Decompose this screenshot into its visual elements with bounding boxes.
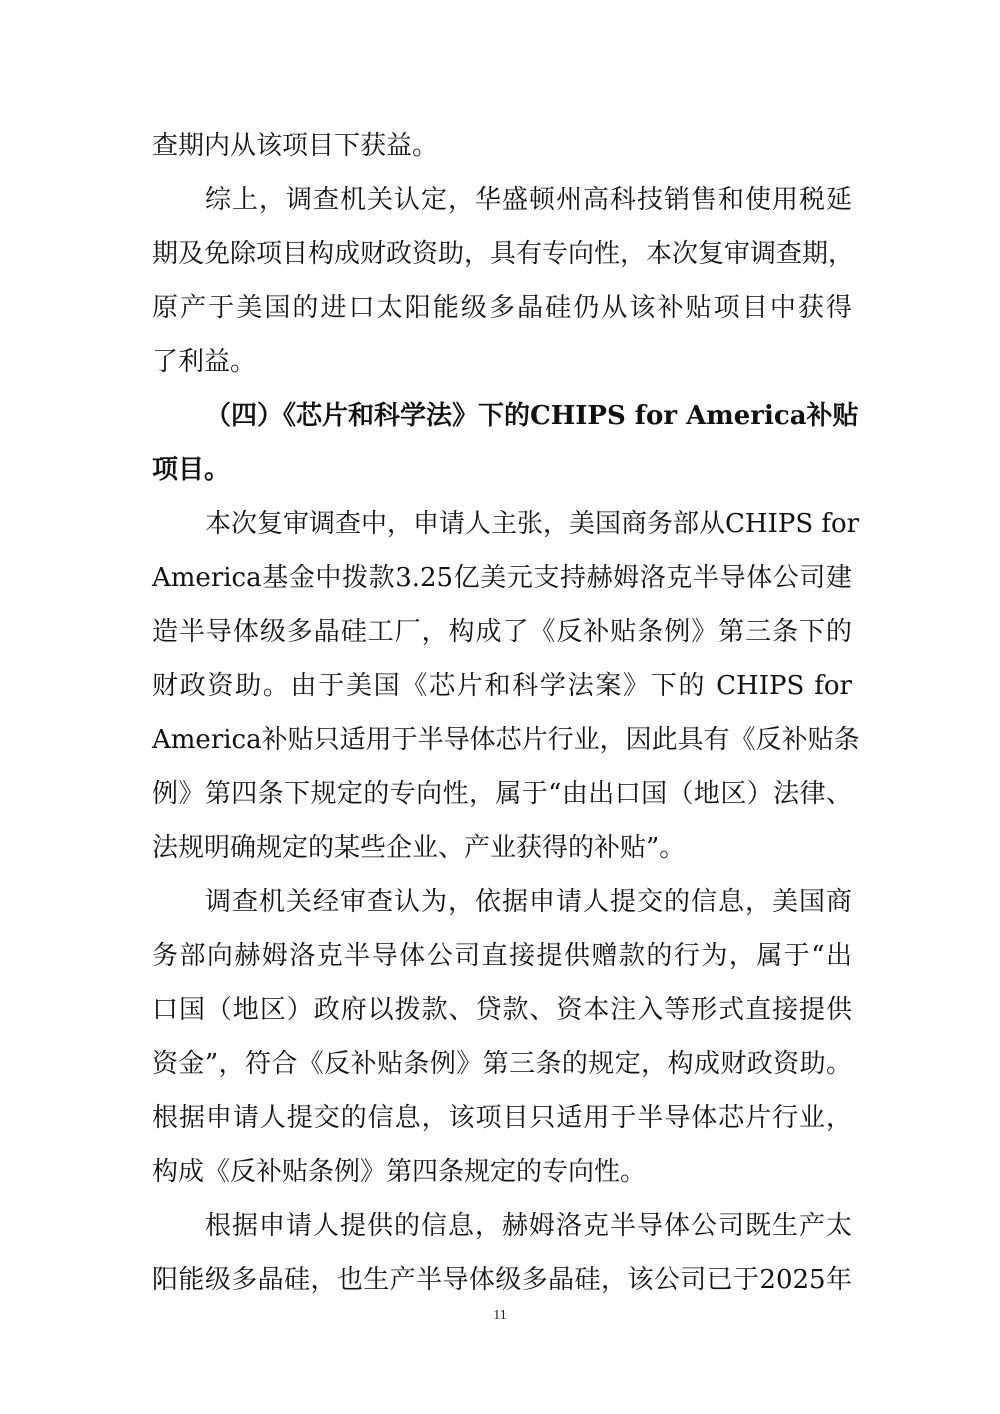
body-line: 务部向赫姆洛克半导体公司直接提供赠款的行为，属于“出 [152, 941, 852, 971]
body-line: 造半导体级多晶硅工厂，构成了《反补贴条例》第三条下的 [152, 617, 852, 647]
paragraph-first-line: 根据申请人提供的信息，赫姆洛克半导体公司既生产太 [205, 1211, 852, 1241]
body-line: 阳能级多晶硅，也生产半导体级多晶硅，该公司已于2025年 [152, 1265, 852, 1295]
body-line: 法规明确规定的某些企业、产业获得的补贴”。 [152, 833, 686, 863]
body-line: 资金”，符合《反补贴条例》第三条的规定，构成财政资助。 [152, 1049, 852, 1079]
paragraph-first-line: 综上，调查机关认定，华盛顿州高科技销售和使用税延 [205, 185, 852, 215]
body-line: 构成《反补贴条例》第四条规定的专向性。 [152, 1157, 647, 1187]
paragraph-first-line: 本次复审调查中，申请人主张，美国商务部从CHIPS for [205, 509, 860, 539]
paragraph-first-line: 调查机关经审查认为，依据申请人提交的信息，美国商 [205, 887, 852, 917]
body-line: 查期内从该项目下获益。 [152, 131, 439, 161]
section-heading: （四）《芯片和科学法》下的CHIPS for America补贴 [205, 401, 859, 431]
body-line: 了利益。 [152, 347, 257, 377]
body-line: 口国（地区）政府以拨款、贷款、资本注入等形式直接提供 [152, 995, 852, 1025]
body-line: 财政资助。由于美国《芯片和科学法案》下的 CHIPS for [152, 671, 852, 701]
body-line: 原产于美国的进口太阳能级多晶硅仍从该补贴项目中获得 [152, 293, 852, 323]
body-line: America基金中拨款3.25亿美元支持赫姆洛克半导体公司建 [152, 563, 852, 593]
body-line: 期及免除项目构成财政资助，具有专向性，本次复审调查期， [152, 239, 855, 269]
body-line: America补贴只适用于半导体芯片行业，因此具有《反补贴条 [152, 725, 860, 755]
body-line: 根据申请人提交的信息，该项目只适用于半导体芯片行业， [152, 1103, 852, 1133]
section-heading-continued: 项目。 [152, 455, 231, 485]
page-number: 11 [493, 1308, 507, 1323]
body-line: 例》第四条下规定的专向性，属于“由出口国（地区）法律、 [152, 779, 852, 809]
